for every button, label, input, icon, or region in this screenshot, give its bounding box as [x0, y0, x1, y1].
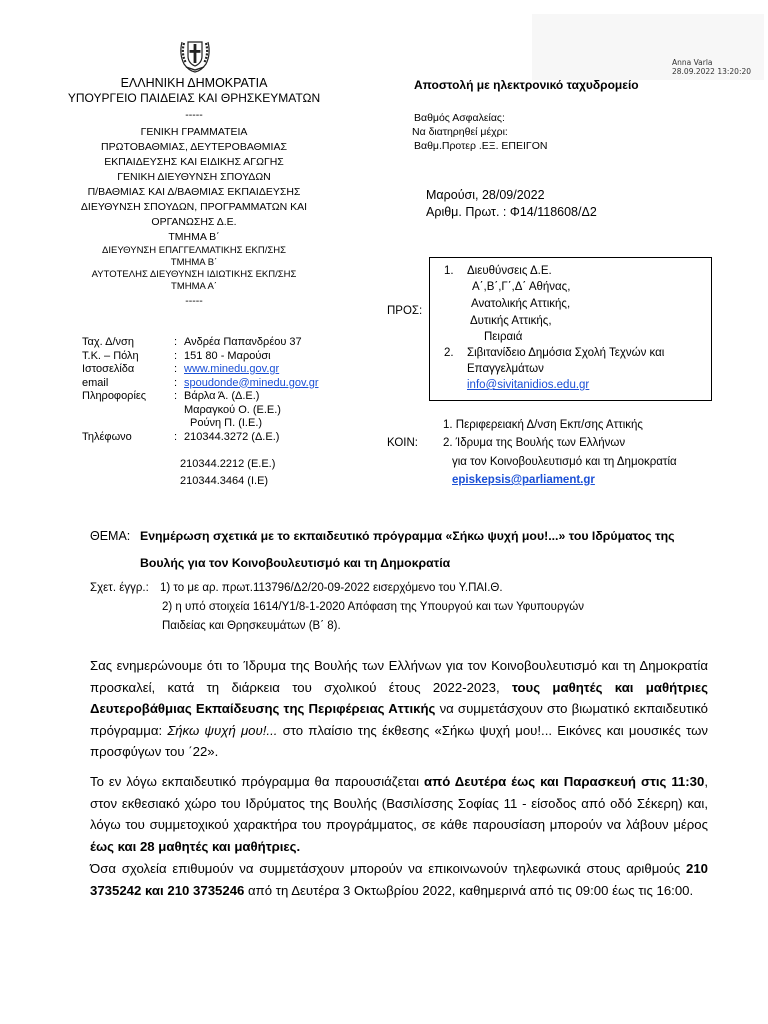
subject-line: Βουλής για τον Κοινοβουλευτισμό και τη Δημοκρατία [140, 556, 451, 570]
contact-colon: : [174, 349, 178, 362]
place-date: Μαρούσι, 28/09/2022 [426, 188, 545, 202]
contact-value: Ανδρέα Παπανδρέου 37 [184, 336, 302, 348]
ref-item: 1) το με αρ. πρωτ.113796/Δ2/20-09-2022 εισερχόμενο του Υ.ΠΑΙ.Θ. [160, 582, 503, 594]
signature-datetime: 28.09.2022 13:20:20 [672, 67, 752, 76]
website-link[interactable]: www.minedu.gov.gr [184, 363, 280, 375]
header-line: Π/ΒΑΘΜΙΑΣ ΚΑΙ Δ/ΒΑΘΜΙΑΣ ΕΚΠΑΙΔΕΥΣΗΣ [87, 186, 301, 198]
header-line: ΓΕΝΙΚΗ ΔΙΕΥΘΥΝΣΗ ΣΠΟΥΔΩΝ [117, 171, 271, 183]
recipient-line: Α΄,Β΄,Γ΄,Δ΄ Αθήνας, [472, 281, 571, 293]
header-line: ΟΡΓΑΝΩΣΗΣ Δ.Ε. [151, 216, 237, 228]
contact-value: Ρούνη Π. (Ι.Ε.) [190, 417, 263, 429]
ref-item: 2) η υπό στοιχεία 1614/Υ1/8-1-2020 Απόφαση της Υπουργού και των Υφυπουργών [162, 601, 584, 613]
signature-name: Anna Varla [672, 58, 713, 67]
email-link[interactable]: spoudonde@minedu.gov.gr [184, 376, 319, 389]
protocol-number: Αριθμ. Πρωτ. : Φ14/118608/Δ2 [426, 205, 597, 219]
header-separator: ----- [185, 109, 203, 121]
ref-item: Παιδείας και Θρησκευμάτων (Β΄ 8). [162, 620, 341, 632]
dispatch-note: Αποστολή με ηλεκτρονικό ταχυδρομείο [414, 78, 639, 92]
body-paragraph-3: Όσα σχολεία επιθυμούν να συμμετάσχουν μπορούν να επικοινωνούν τηλεφωνικά στους αριθμούς 210 3735242 και 210 3735246 από τη Δευτέρα 3 Οκτωβρίου 2022, καθημερινά από τις 09:00 έως τις 16:00. [90, 861, 708, 898]
recipient-line: Ανατολικής Αττικής, [471, 298, 571, 310]
subject-line: Ενημέρωση σχετικά με το εκπαιδευτικό πρόγραμμα «Σήκω ψυχή μου!...» του Ιδρύματος της [140, 529, 675, 543]
subject-label: ΘΕΜΑ: [90, 529, 131, 543]
koin-label: ΚΟΙΝ: [387, 437, 418, 449]
recipient-number: 2. [444, 347, 454, 359]
recipient-line: Δυτικής Αττικής, [470, 315, 552, 327]
koin-line: για τον Κοινοβουλευτισμό και τη Δημοκρατία [452, 456, 677, 468]
phone-number: 210344.3464 (Ι.Ε) [180, 475, 269, 487]
contact-label: Ιστοσελίδα [82, 363, 135, 375]
contact-label: Ταχ. Δ/νση [82, 336, 134, 348]
header-line: ΠΡΩΤΟΒΑΘΜΙΑΣ, ΔΕΥΤΕΡΟΒΑΘΜΙΑΣ [101, 141, 287, 153]
coat-of-arms-icon [175, 34, 215, 74]
header-line: ΤΜΗΜΑ Β΄ [168, 231, 220, 243]
recipient-line: Σιβιτανίδειο Δημόσια Σχολή Τεχνών και [467, 347, 665, 359]
contact-colon: : [174, 390, 178, 402]
recipient-number: 1. [444, 265, 454, 277]
header-line: ΤΜΗΜΑ Β΄ [170, 257, 218, 268]
contact-colon: : [174, 336, 178, 348]
contact-value: Βάρλα Ά. (Δ.Ε.) [184, 390, 260, 402]
header-country: ΕΛΛΗΝΙΚΗ ΔΗΜΟΚΡΑΤΙΑ [120, 76, 268, 90]
contact-row [82, 377, 319, 391]
header-line: ΔΙΕΥΘΥΝΣΗ ΣΠΟΥΔΩΝ, ΠΡΟΓΡΑΜΜΑΤΩΝ ΚΑΙ [80, 201, 308, 213]
recipient-line: Επαγγελμάτων [467, 363, 544, 375]
contact-value: Μαραγκού Ο. (Ε.Ε.) [184, 403, 281, 416]
header-line: ΔΙΕΥΘΥΝΣΗ ΕΠΑΓΓΕΛΜΑΤΙΚΗΣ ΕΚΠ/ΣΗΣ [102, 245, 286, 256]
contact-value: 151 80 - Μαρούσι [184, 349, 271, 362]
phone-number: 210344.2212 (Ε.Ε.) [180, 458, 276, 470]
recipient-line: Διευθύνσεις Δ.Ε. [467, 265, 552, 277]
koin-line: 1. Περιφερειακή Δ/νση Εκπ/σης Αττικής [443, 419, 643, 431]
contact-info-table [82, 336, 319, 444]
header-line: ΑΥΤΟΤΕΛΗΣ ΔΙΕΥΘΥΝΣΗ ΙΔΙΩΤΙΚΗΣ ΕΚΠ/ΣΗΣ [91, 269, 297, 280]
phone-number: 210344.3272 (Δ.Ε.) [184, 430, 280, 443]
body-paragraph-2: Το εν λόγω εκπαιδευτικό πρόγραμμα θα παρουσιάζεται από Δευτέρα έως και Παρασκευή στις 11:30, στον εκθεσιακό χώρο του Ιδρύματος της Βουλής (Βασιλίσσης Σοφίας 11 - είσοδος από οδό Σέκερη) και, λόγω του συμμετοχικού χαρακτήρα του προγράμματος, σε κάθε παρουσίαση μπορούν να λάβουν μέρος έως και 28 μαθητές και μαθήτριες. [90, 774, 708, 854]
header-line: ΤΜΗΜΑ Α΄ [171, 281, 217, 292]
contact-label: Τ.Κ. – Πόλη [82, 349, 139, 362]
refs-label: Σχετ. έγγρ.: [90, 582, 149, 594]
contact-colon: : [174, 376, 178, 389]
contact-colon: : [174, 430, 178, 443]
security-grade: Βαθμός Ασφαλείας: [414, 112, 505, 124]
header-line: ΕΚΠΑΙΔΕΥΣΗΣ ΚΑΙ ΕΙΔΙΚΗΣ ΑΓΩΓΗΣ [104, 156, 284, 168]
security-priority: Βαθμ.Προτερ .ΕΞ. ΕΠΕΙΓΟΝ [414, 140, 548, 152]
header-ministry: ΥΠΟΥΡΓΕΙΟ ΠΑΙΔΕΙΑΣ ΚΑΙ ΘΡΗΣΚΕΥΜΑΤΩΝ [67, 91, 321, 105]
koin-line: 2. Ίδρυμα της Βουλής των Ελλήνων [443, 437, 626, 449]
header-separator: ----- [185, 295, 203, 307]
header-line: ΓΕΝΙΚΗ ΓΡΑΜΜΑΤΕΙΑ [140, 126, 248, 138]
sivitanidios-email-link[interactable]: info@sivitanidios.edu.gr [467, 379, 590, 391]
body-paragraph-1: Σας ενημερώνουμε ότι το Ίδρυμα της Βουλής των Ελλήνων για τον Κοινοβουλευτισμό και τη Δημοκρατία προσκαλεί, κατά τη διάρκεια του σχολικού έτους 2022-2023, τους μαθητές και μαθήτριες Δευτεροβάθμιας Εκπαίδευσης της Περιφέρειας Αττικής να συμμετάσχουν στο βιωματικό εκπαιδευτικό πρόγραμμα: Σήκω ψυχή μου!... στο πλαίσιο της έκθεσης «Σήκω ψυχή μου!... Εικόνες και μουσικές των προσφύγων του ΄22». [90, 658, 708, 759]
contact-label: Πληροφορίες [82, 390, 147, 402]
parliament-email-link[interactable]: episkepsis@parliament.gr [452, 474, 595, 486]
security-keep-until: Να διατηρηθεί μέχρι: [412, 126, 508, 138]
contact-colon: : [174, 363, 178, 375]
contact-row [82, 390, 319, 404]
contact-row [82, 350, 319, 364]
contact-label: email [82, 376, 109, 389]
recipient-line: Πειραιά [484, 331, 523, 343]
to-label: ΠΡΟΣ: [387, 305, 423, 317]
contact-row [82, 336, 319, 350]
contact-label: Τηλέφωνο [82, 430, 132, 443]
contact-row [82, 363, 319, 377]
